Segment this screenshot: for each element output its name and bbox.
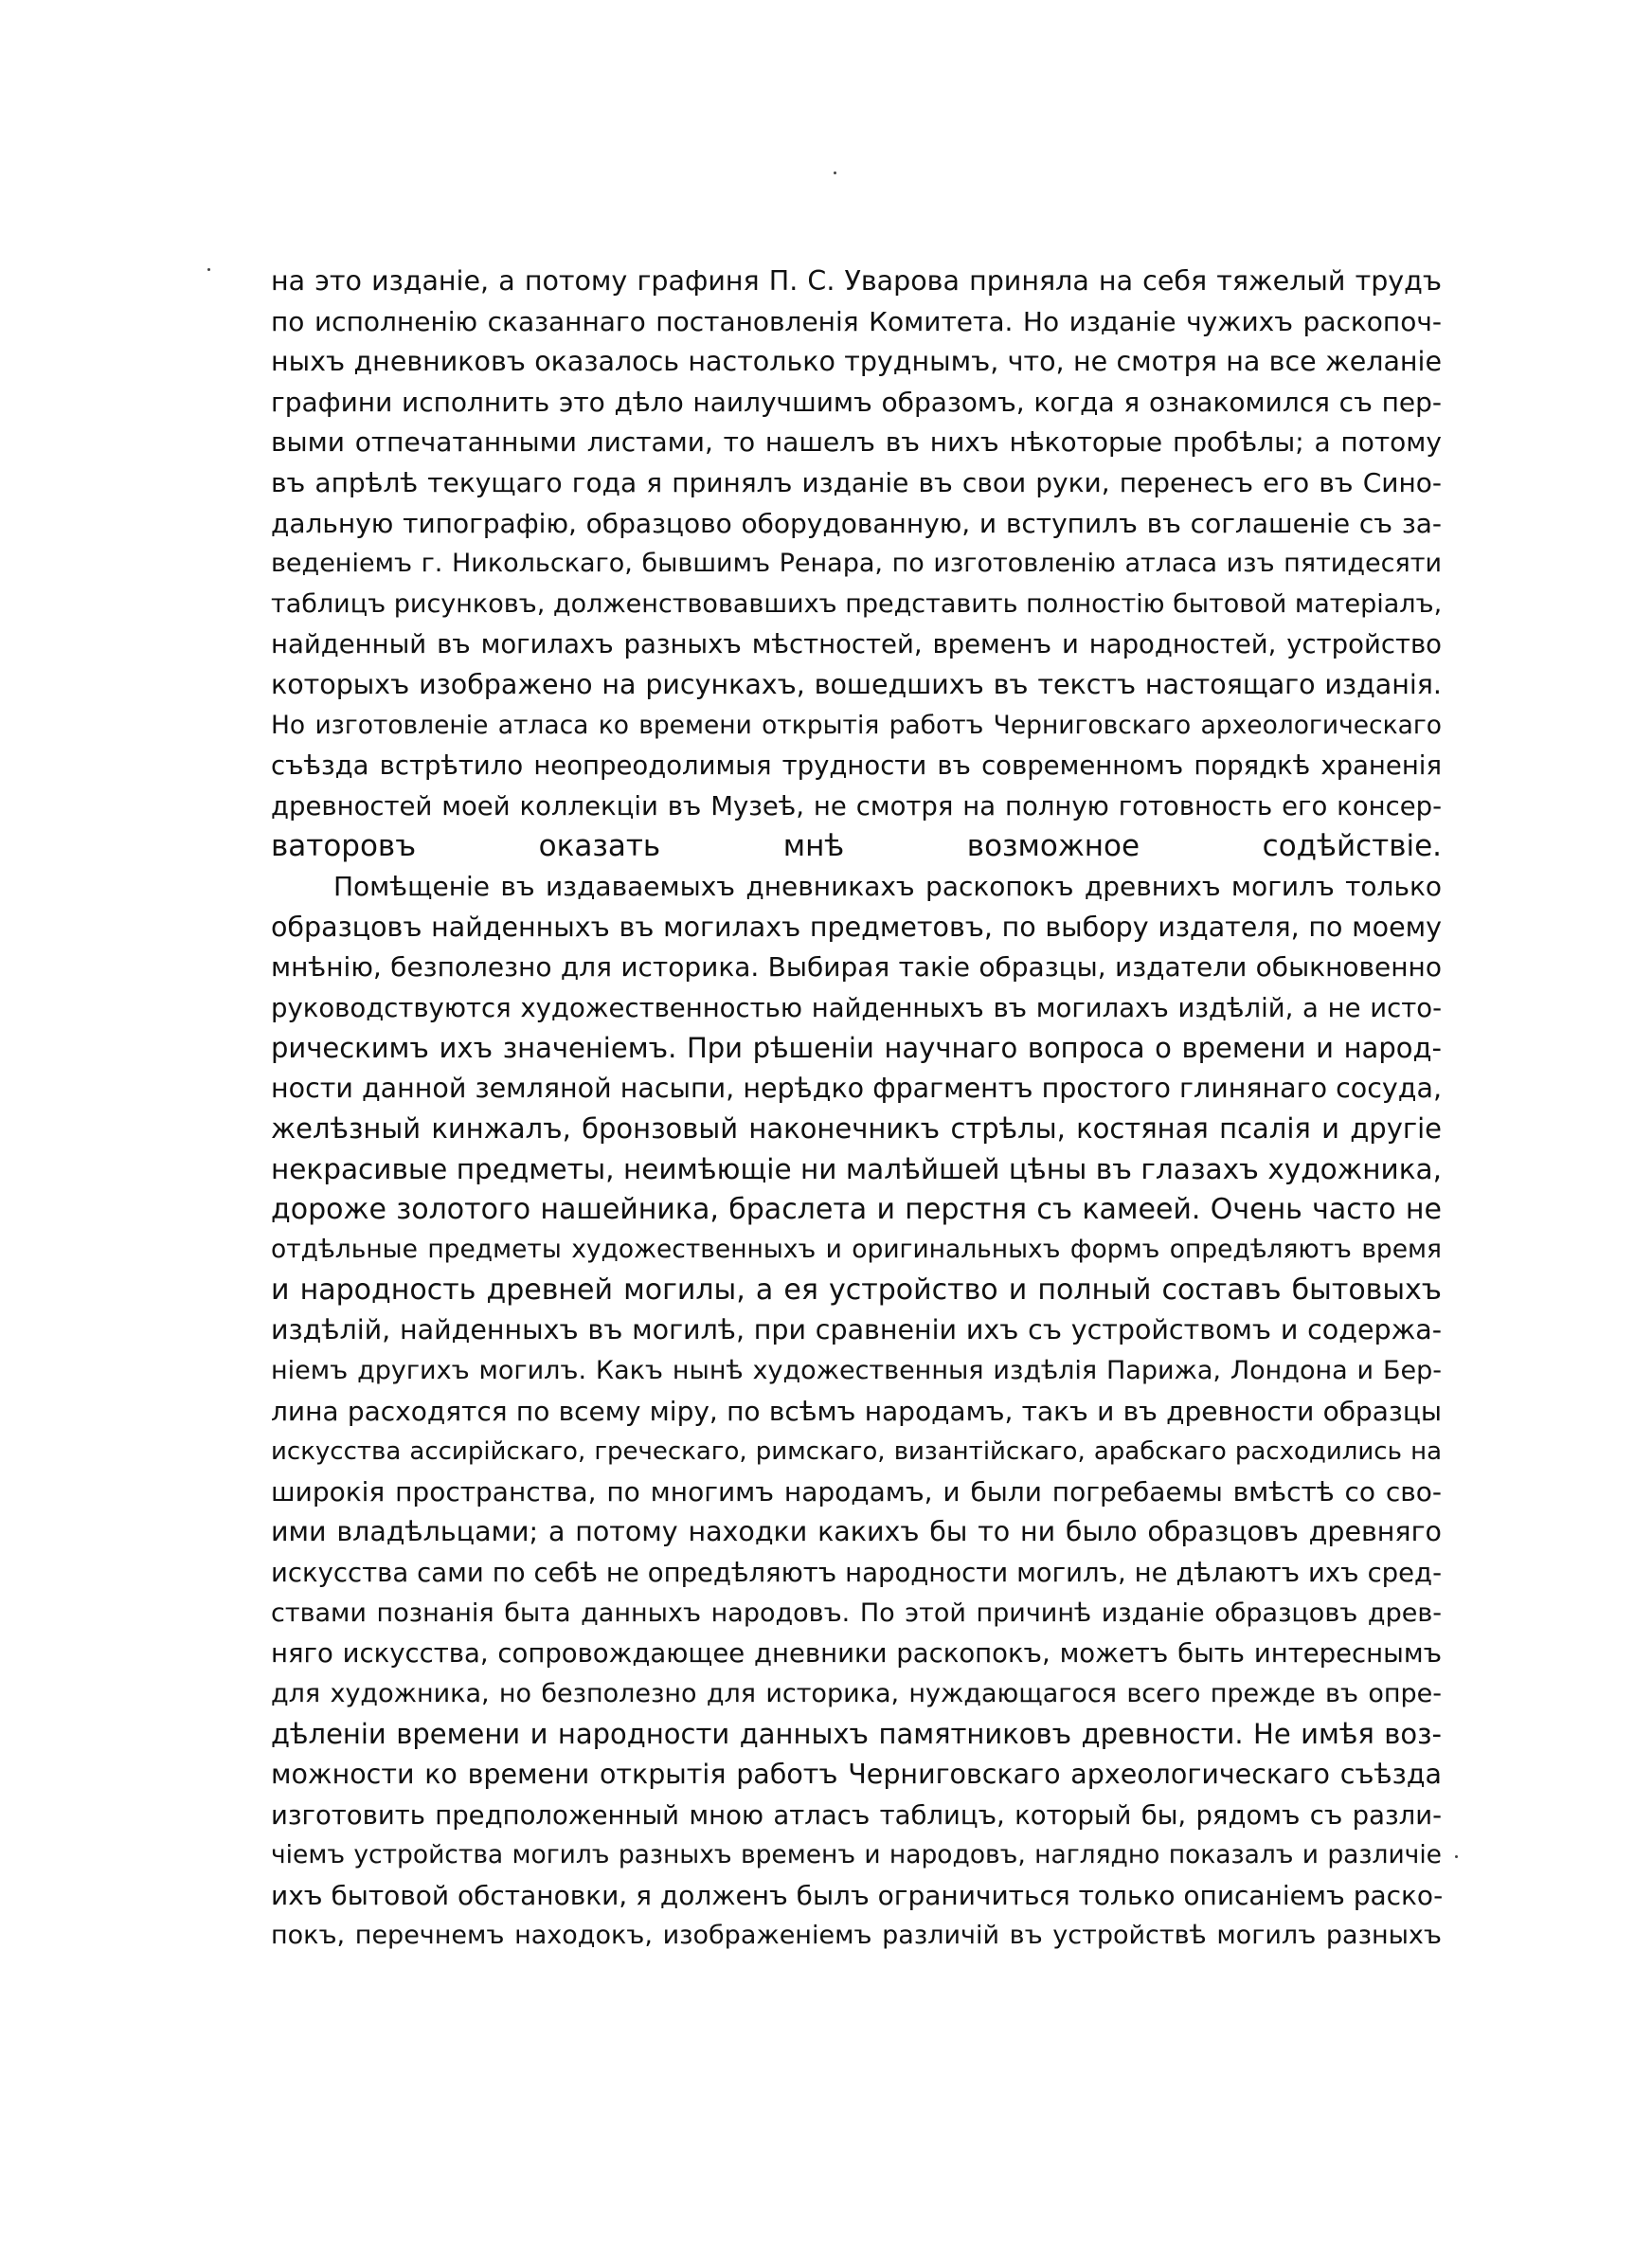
paragraph	[271, 867, 1442, 1957]
text-line: Но изготовленіе атласа ко времени открытія работъ Черниговскаго археологическаго	[271, 710, 1442, 740]
text-line: образцовъ найденныхъ въ могилахъ предметовъ, по выбору издателя, по моему	[271, 911, 1442, 943]
text-line: таблицъ рисунковъ, долженствовавшихъ представить полностію бытовой матеріалъ,	[271, 588, 1443, 619]
text-line: веденіемъ г. Никольскаго, бывшимъ Ренара, по изготовленію атласа изъ пятидесяти	[271, 549, 1442, 579]
text-line: желѣзный кинжалъ, бронзовый наконечникъ стрѣлы, костяная псалія и другіе	[271, 1112, 1442, 1146]
text-line: ими владѣльцами; а потому находки какихъ бы то ни было образцовъ древняго	[271, 1516, 1442, 1548]
text-line: для художника, но безполезно для историка, нуждающагося всего прежде въ опре-	[271, 1678, 1442, 1708]
text-line: по исполненію сказаннаго постановленія Комитета. Но изданіе чужихъ раскопоч-	[271, 305, 1442, 337]
text-line: съѣзда встрѣтило неопреодолимыя трудности въ современномъ порядкѣ храненія	[271, 750, 1442, 782]
text-line: рическимъ ихъ значеніемъ. При рѣшеніи научнаго вопроса о времени и народ-	[271, 1032, 1442, 1065]
text-line: графини исполнить это дѣло наилучшимъ образомъ, когда я ознакомился съ пер-	[271, 386, 1442, 418]
text-line: некрасивые предметы, неимѣющіе ни малѣйшей цѣны въ глазахъ художника,	[271, 1153, 1442, 1186]
text-line: дороже золотого нашейника, браслета и перстня съ камеей. Очень часто не	[271, 1192, 1442, 1226]
text-line: древностей моей коллекціи въ Музеѣ, не смотря на полную готовность его консер-	[271, 790, 1442, 822]
text-line: въ апрѣлѣ текущаго года я принялъ изданіе въ свои руки, перенесъ его въ Сино-	[271, 466, 1442, 498]
scan-speck	[1455, 1855, 1458, 1858]
text-line: искусства сами по себѣ не опредѣляютъ народности могилъ, не дѣлаютъ ихъ сред-	[271, 1558, 1442, 1588]
text-line: на это изданіе, а потому графиня П. С. Уварова приняла на себя тяжелый трудъ	[271, 265, 1442, 297]
text-line: Помѣщеніе въ издаваемыхъ дневникахъ раскопокъ древнихъ могилъ только	[333, 870, 1442, 902]
text-line: ности данной земляной насыпи, нерѣдко фрагментъ простого глинянаго сосуда,	[271, 1072, 1442, 1104]
text-line: ныхъ дневниковъ оказалось настолько труднымъ, что, не смотря на все желаніе	[271, 346, 1442, 378]
text-line: найденный въ могилахъ разныхъ мѣстностей, временъ и народностей, устройство	[271, 629, 1442, 660]
text-line: ствами познанія быта данныхъ народовъ. По этой причинѣ изданіе образцовъ древ-	[271, 1598, 1442, 1628]
text-line: дальную типографію, образцово оборудованную, и вступилъ въ соглашеніе съ за-	[271, 507, 1442, 539]
text-line: ваторовъ оказать мнѣ возможное содѣйствіе.	[271, 829, 1442, 864]
text-line: искусства ассирійскаго, греческаго, римскаго, византійскаго, арабскаго расходились на	[271, 1437, 1442, 1467]
text-line: изготовить предположенный мною атласъ таблицъ, который бы, рядомъ съ разли-	[271, 1799, 1442, 1831]
text-line: ихъ бытовой обстановки, я долженъ былъ ограничиться только описаніемъ раско-	[271, 1879, 1444, 1911]
text-line: выми отпечатанными листами, то нашелъ въ нихъ нѣкоторые пробѣлы; а потому	[271, 426, 1442, 459]
text-line: отдѣльные предметы художественныхъ и оригинальныхъ формъ опредѣляютъ время	[271, 1235, 1442, 1265]
text-line: чіемъ устройства могилъ разныхъ временъ и народовъ, наглядно показалъ и различіе	[271, 1840, 1442, 1870]
text-line: дѣленіи времени и народности данныхъ памятниковъ древности. Не имѣя воз-	[271, 1718, 1442, 1751]
body-text	[271, 262, 1442, 1957]
text-line: которыхъ изображено на рисункахъ, вошедшихъ въ текстъ настоящаго изданія.	[271, 668, 1442, 700]
text-line: няго искусства, сопровождающее дневники раскопокъ, можетъ быть интереснымъ	[271, 1638, 1442, 1670]
scan-speck	[207, 268, 210, 271]
text-line: покъ, перечнемъ находокъ, изображеніемъ различій въ устройствѣ могилъ разныхъ	[271, 1921, 1442, 1951]
text-line: лина расходятся по всему міру, по всѣмъ народамъ, такъ и въ древности образцы	[271, 1395, 1442, 1427]
text-line: широкія пространства, по многимъ народамъ, и были погребаемы вмѣстѣ со сво-	[271, 1475, 1442, 1508]
text-line: ніемъ другихъ могилъ. Какъ нынѣ художественныя издѣлія Парижа, Лондона и Бер-	[271, 1356, 1442, 1386]
paragraph	[271, 262, 1442, 867]
text-line: руководствуются художественностью найденныхъ въ могилахъ издѣлій, а не исто-	[271, 992, 1442, 1023]
text-line: и народность древней могилы, а ея устройство и полный составъ бытовыхъ	[271, 1273, 1442, 1307]
text-line: издѣлій, найденныхъ въ могилѣ, при сравненіи ихъ съ устройствомъ и содержа-	[271, 1314, 1442, 1346]
text-line: мнѣнію, безполезно для историка. Выбирая такіе образцы, издатели обыкновенно	[271, 951, 1442, 984]
scan-speck	[834, 172, 836, 174]
text-line: можности ко времени открытія работъ Черниговскаго археологическаго съѣзда	[271, 1758, 1442, 1790]
